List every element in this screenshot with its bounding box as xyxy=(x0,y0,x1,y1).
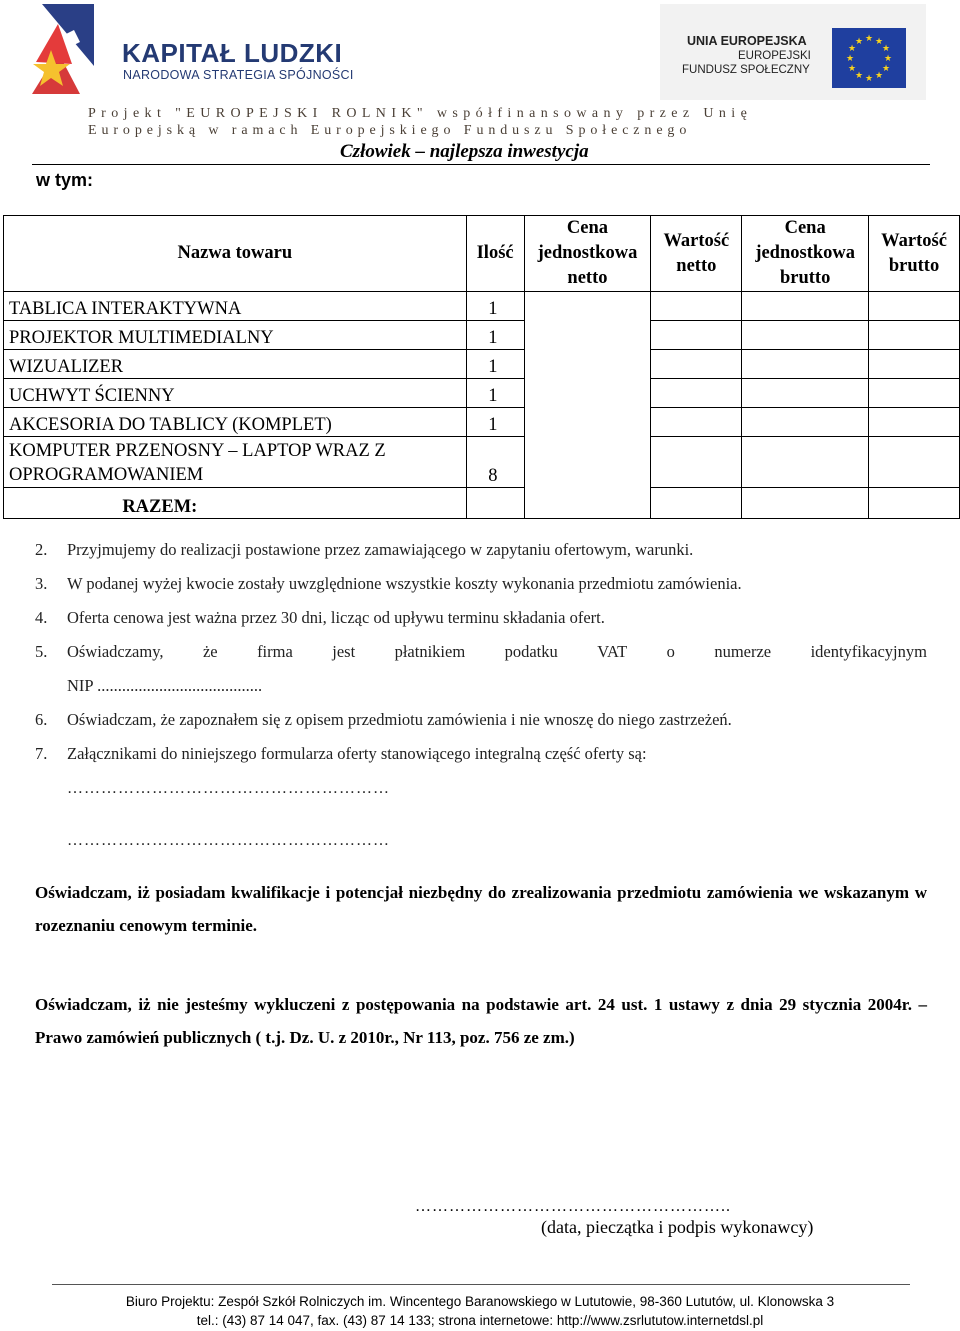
kapital-ludzki-subtitle: NARODOWA STRATEGIA SPÓJNOŚCI xyxy=(123,68,354,82)
total-label: RAZEM: xyxy=(4,488,467,519)
svg-text:★: ★ xyxy=(874,37,884,47)
eu-logo-line1: UNIA EUROPEJSKA xyxy=(687,34,807,48)
row-name: AKCESORIA DO TABLICY (KOMPLET) xyxy=(4,408,467,437)
row-qty: 1 xyxy=(466,321,524,350)
list-item-text: Oświadczam, że zapoznałem się z opisem przedmiotu zamówienia i nie wnoszę do niego zastrzeżeń. xyxy=(67,710,732,729)
value-net-cell xyxy=(651,350,742,379)
list-item-number: 5. xyxy=(35,642,48,661)
header-divider xyxy=(32,164,930,165)
svg-text:★: ★ xyxy=(874,71,884,81)
list-item-text: Oferta cenowa jest ważna przez 30 dni, licząc od upływu terminu składania ofert. xyxy=(67,608,605,627)
vat-line-word: jest xyxy=(332,642,356,661)
list-item-text xyxy=(67,642,927,662)
vat-line-word: płatnikiem xyxy=(394,642,466,661)
list-item-text: Załącznikami do niniejszego formularza oferty stanowiącego integralną część oferty są: xyxy=(67,744,647,763)
row-name: UCHWYT ŚCIENNY xyxy=(4,379,467,408)
unit-gross-cell xyxy=(742,292,869,321)
header-unit-net: Cena jednostkowa netto xyxy=(524,216,651,292)
kapital-ludzki-flag-icon xyxy=(32,4,104,94)
row-qty: 1 xyxy=(466,408,524,437)
svg-text:★: ★ xyxy=(881,64,891,74)
row-qty: 1 xyxy=(466,379,524,408)
row-name: PROJEKTOR MULTIMEDIALNY xyxy=(4,321,467,350)
attachment-line-2: ………………………………………………… xyxy=(67,832,390,849)
value-gross-cell xyxy=(869,437,960,488)
total-value-gross-cell xyxy=(869,488,960,519)
vat-line-word: identyfikacyjnym xyxy=(810,642,927,661)
table-row xyxy=(4,292,960,321)
svg-text:★: ★ xyxy=(854,71,864,81)
svg-text:★: ★ xyxy=(854,37,864,47)
unit-gross-cell xyxy=(742,437,869,488)
svg-text:★: ★ xyxy=(845,54,855,64)
header-value-net: Wartość netto xyxy=(651,216,742,292)
value-net-cell xyxy=(651,321,742,350)
kapital-ludzki-logo xyxy=(32,4,362,94)
svg-text:★: ★ xyxy=(881,44,891,54)
section-label: w tym: xyxy=(36,170,94,190)
row-name: KOMPUTER PRZENOSNY – LAPTOP WRAZ Z OPROGRAMOWANIEM xyxy=(4,437,467,488)
list-item-number: 7. xyxy=(35,744,48,763)
footer-contact: tel.: (43) 87 14 047, fax. (43) 87 14 133; strona internetowe: http://www.zsrlututow.internetdsl.pl xyxy=(196,1313,764,1328)
eu-logo xyxy=(660,4,926,100)
value-gross-cell xyxy=(869,350,960,379)
value-gross-cell xyxy=(869,292,960,321)
vat-line-word: Oświadczamy, xyxy=(67,642,164,661)
vat-line-word: VAT xyxy=(597,642,628,661)
motto: Człowiek – najlepsza inwestycja xyxy=(340,141,589,162)
footer-address: Biuro Projektu: Zespół Szkół Rolniczych im. Wincentego Baranowskiego w Lututowie, 98-360 Lututów, ul. Klonowska 3 xyxy=(125,1294,835,1309)
eu-logo-line3: FUNDUSZ SPOŁECZNY xyxy=(682,64,810,76)
unit-net-cell xyxy=(524,292,651,519)
row-name: WIZUALIZER xyxy=(4,350,467,379)
value-net-cell xyxy=(651,437,742,488)
value-net-cell xyxy=(651,408,742,437)
list-item-number: 6. xyxy=(35,710,48,729)
unit-gross-cell xyxy=(742,350,869,379)
header-qty: Ilość xyxy=(466,216,524,292)
row-qty: 1 xyxy=(466,350,524,379)
value-gross-cell xyxy=(869,379,960,408)
signature-line: ……………………………………………….. xyxy=(415,1198,731,1215)
table-row xyxy=(4,437,960,488)
row-qty: 8 xyxy=(466,437,524,488)
table-row xyxy=(4,408,960,437)
total-unit-gross-cell xyxy=(742,488,869,519)
header-unit-gross: Cena jednostkowa brutto xyxy=(742,216,869,292)
header-value-gross: Wartość brutto xyxy=(869,216,960,292)
vat-line-word: że xyxy=(202,642,218,661)
qualification-statement: Oświadczam, iż posiadam kwalifikacje i potencjał niezbędny do zrealizowania przedmiotu zamówienia we wskazanym w rozeznaniu cenowym terminie. xyxy=(35,883,927,935)
table-row xyxy=(4,321,960,350)
row-qty: 1 xyxy=(466,292,524,321)
header-name: Nazwa towaru xyxy=(4,216,467,292)
row-name: TABLICA INTERAKTYWNA xyxy=(4,292,467,321)
svg-text:★: ★ xyxy=(864,34,874,44)
eu-flag-icon xyxy=(832,28,906,88)
unit-gross-cell xyxy=(742,408,869,437)
vat-line-word: firma xyxy=(257,642,293,661)
svg-text:★: ★ xyxy=(864,74,874,84)
value-net-cell xyxy=(651,379,742,408)
table-row xyxy=(4,379,960,408)
table-header-row xyxy=(4,216,960,292)
value-net-cell xyxy=(651,292,742,321)
unit-gross-cell xyxy=(742,321,869,350)
total-value-net-cell xyxy=(651,488,742,519)
vat-line-word: numerze xyxy=(714,642,772,661)
kapital-ludzki-title: KAPITAŁ LUDZKI xyxy=(122,38,343,68)
total-qty-cell xyxy=(466,488,524,519)
list-item-text: W podanej wyżej kwocie zostały uwzględnione wszystkie koszty wykonania przedmiotu zamówienia. xyxy=(67,574,742,593)
vat-line-word: podatku xyxy=(504,642,558,661)
vat-line-word: o xyxy=(666,642,675,661)
svg-text:★: ★ xyxy=(847,44,857,54)
project-line-1: Projekt "EUROPEJSKI ROLNIK" współfinansowany przez Unię xyxy=(88,106,753,121)
total-row xyxy=(4,488,960,519)
products-table xyxy=(3,215,960,519)
value-gross-cell xyxy=(869,321,960,350)
svg-text:★: ★ xyxy=(883,54,893,64)
table-row xyxy=(4,350,960,379)
list-item-number: 4. xyxy=(35,608,48,627)
value-gross-cell xyxy=(869,408,960,437)
attachment-line-1: ………………………………………………… xyxy=(67,780,390,797)
list-item-nip: NIP ........................................ xyxy=(67,676,263,695)
svg-text:★: ★ xyxy=(847,64,857,74)
unit-gross-cell xyxy=(742,379,869,408)
signature-label: (data, pieczątka i podpis wykonawcy) xyxy=(541,1217,814,1237)
project-line-2: Europejską w ramach Europejskiego Funduszu Społecznego xyxy=(88,123,692,138)
list-item-text: Przyjmujemy do realizacji postawione przez zamawiającego w zapytaniu ofertowym, warunki. xyxy=(67,540,694,559)
list-item-number: 3. xyxy=(35,574,48,593)
exclusion-statement: Oświadczam, iż nie jesteśmy wykluczeni z postępowania na podstawie art. 24 ust. 1 ustawy z dnia 29 stycznia 2004r. – Prawo zamówień publicznych ( t.j. Dz. U. z 2010r., Nr 113, poz. 756 ze zm.) xyxy=(35,995,927,1047)
list-item-number: 2. xyxy=(35,540,48,559)
eu-logo-line2: EUROPEJSKI xyxy=(738,50,811,62)
footer-divider xyxy=(52,1284,910,1285)
